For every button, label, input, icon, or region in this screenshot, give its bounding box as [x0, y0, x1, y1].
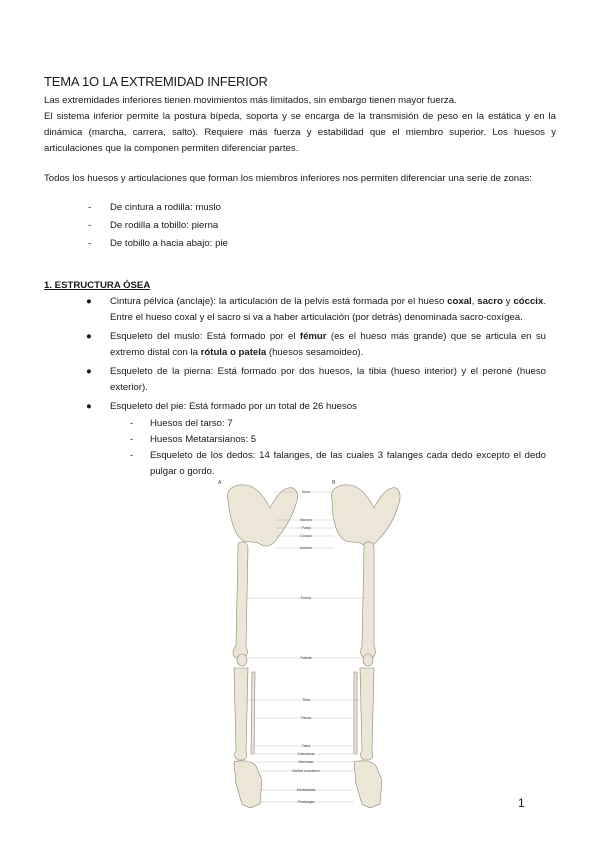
- list-item: - Huesos del tarso: 7: [130, 416, 546, 432]
- bullet-icon: ●: [86, 296, 92, 307]
- list-item: - De cintura a rodilla: muslo: [88, 199, 228, 217]
- bullet-icon: ●: [86, 401, 92, 412]
- patella-left-illustration: [237, 654, 247, 666]
- figure-label: Ilium: [302, 490, 310, 494]
- list-item: ● Cintura pélvica (anclaje): la articulación de la pelvis está formada por el hueso coxal, sacro y cóccix. Entre el hueso coxal y el sacro si va a haber articulación (por detrás) denominada sacro-coxígea.: [86, 296, 546, 323]
- page-title: TEMA 1O LA EXTREMIDAD INFERIOR: [44, 74, 268, 89]
- figure-label: Metatarsals: [296, 788, 316, 792]
- list-item: - Esqueleto de los dedos: 14 falanges, de las cuales 3 falanges cada dedo excepto el dedo pulgar o gordo.: [130, 448, 546, 480]
- figure-label: Femur: [300, 596, 312, 600]
- bullet-icon: ●: [86, 366, 92, 377]
- patella-right-illustration: [363, 654, 373, 666]
- figure-label: Medial cuneiform: [292, 769, 320, 773]
- fibula-left-illustration: [251, 672, 255, 754]
- list-item: - De tobillo a hacia abajo: pie: [88, 235, 228, 253]
- intro-paragraph: [44, 93, 556, 157]
- bullet-icon: ●: [86, 331, 92, 342]
- pelvis-left-illustration: [227, 485, 297, 546]
- figure-label: Coccyx: [300, 534, 312, 538]
- list-item: - De rodilla a tobillo: pierna: [88, 217, 228, 235]
- tibia-left-illustration: [234, 668, 248, 760]
- list-item: ● Esqueleto de la pierna: Está formado por dos huesos, la tibia (hueso interior) y el peroné (hueso exterior).: [86, 366, 546, 393]
- figure-label: Tibia: [302, 698, 310, 702]
- intro-line-2: El sistema inferior permite la postura bípeda, soporta y se encarga de la transmisión de peso en la estática y en la dinámica (marcha, carrera, salto). Requiere más fuerza y estabilidad que el miembro superior. Los huesos y articulaciones que la componen permiten diferenciar partes.: [44, 111, 556, 154]
- foot-right-illustration: [354, 761, 382, 808]
- figure-label-b: B: [332, 480, 336, 486]
- figure-label: Navicular: [298, 760, 314, 764]
- list-item: ● Esqueleto del muslo: Está formado por el fémur (es el hueso más grande) que se articula en su extremo distal con la rótula o patela (huesos sesamoideo).: [86, 331, 546, 358]
- figure-label: Phalanges: [297, 800, 315, 804]
- tibia-right-illustration: [360, 668, 374, 760]
- figure-label: Talus: [301, 744, 311, 748]
- pelvis-right-illustration: [331, 485, 400, 546]
- figure-label: Calcaneus: [297, 752, 315, 756]
- zones-list: [88, 199, 228, 253]
- figure-label-a: A: [218, 480, 222, 486]
- lower-limb-skeleton-figure: [214, 478, 404, 818]
- bone-structure-list: [84, 294, 546, 483]
- zones-intro: Todos los huesos y articulaciones que forman los miembros inferiores nos permiten diferenciar una serie de zonas:: [44, 173, 532, 184]
- list-item: - Huesos Metatarsianos: 5: [130, 432, 546, 448]
- figure-label: Patella: [300, 656, 312, 660]
- section-heading: 1. ESTRUCTURA ÓSEA: [44, 280, 151, 291]
- foot-sublist: [130, 416, 546, 480]
- intro-line-1: Las extremidades inferiores tienen movimientos más limitados, sin embargo tienen mayor fuerza.: [44, 95, 457, 106]
- fibula-right-illustration: [354, 672, 357, 754]
- foot-left-illustration: [234, 761, 262, 808]
- figure-label: Pubis: [301, 526, 311, 530]
- list-item: ● Esqueleto del pie: Está formado por un total de 26 huesos - Huesos del tarso: 7 - Huesos Metatarsianos: 5 - Esqueleto de los dedos: 14 falanges, de las cuales 3 falanges cada dedo excepto el dedo pulgar o gordo.: [84, 399, 546, 480]
- femur-right-illustration: [361, 542, 376, 658]
- page-number: 1: [518, 796, 525, 810]
- figure-label: Ischium: [299, 546, 313, 550]
- femur-left-illustration: [233, 542, 248, 658]
- figure-label: Sacrum: [299, 518, 313, 522]
- figure-label: Fibula: [301, 716, 311, 720]
